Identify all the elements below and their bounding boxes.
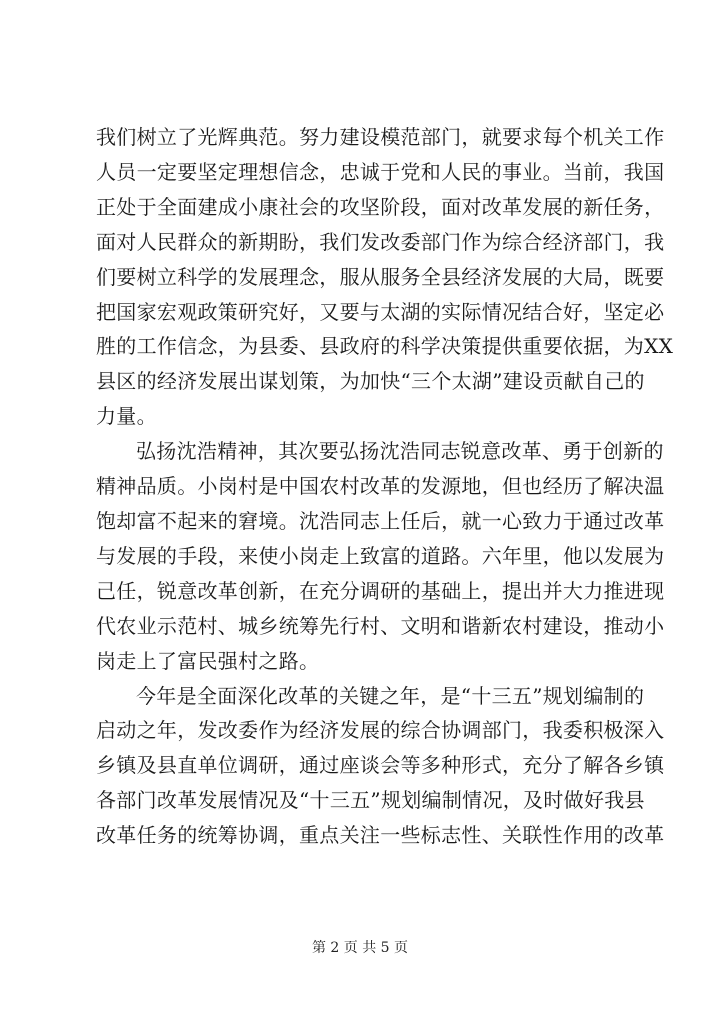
text-line: 精神品质。小岗村是中国农村改革的发源地，但也经历了解决温 (96, 474, 665, 499)
document-body (96, 120, 674, 853)
text-line: 各部门改革发展情况及“十三五”规划编制情况，及时做好我县 (96, 788, 645, 813)
text-line: 们要树立科学的发展理念，服从服务全县经济发展的大局，既要 (96, 264, 665, 289)
page-number: 第 2 页 共 5 页 (311, 940, 409, 956)
text-line: 我们树立了光辉典范。努力建设模范部门，就要求每个机关工作 (96, 125, 665, 149)
text-line: 饱却富不起来的窘境。沈浩同志上任后，就一心致力于通过改革 (96, 508, 665, 533)
text-line: 弘扬沈浩精神，其次要弘扬沈浩同志锐意改革、勇于创新的 (136, 439, 664, 464)
text-line: 代农业示范村、城乡统筹先行村、文明和谐新农村建设，推动小 (96, 613, 665, 638)
text-line: 与发展的手段，来使小岗走上致富的道路。六年里，他以发展为 (96, 543, 665, 568)
text-line: 改革任务的统筹协调，重点关注一些标志性、关联性作用的改革 (96, 823, 665, 848)
text-line: 今年是全面深化改革的关键之年，是“十三五”规划编制的 (136, 683, 645, 708)
paragraph-3 (96, 679, 665, 854)
text-line: 人员一定要坚定理想信念，忠诚于党和人民的事业。当前，我国 (96, 159, 665, 184)
text-line: 己任，锐意改革创新，在充分调研的基础上，提出并大力推进现 (96, 578, 665, 603)
text-line: 县区的经济发展出谋划策，为加快“三个太湖”建设贡献自己的 (96, 369, 645, 394)
text-line: 胜的工作信念，为县委、县政府的科学决策提供重要依据，为XX (96, 334, 674, 359)
text-line: 岗走上了富民强村之路。 (96, 648, 320, 673)
paragraph-1 (96, 120, 674, 434)
text-line: 面对人民群众的新期盼，我们发改委部门作为综合经济部门，我 (96, 229, 665, 254)
paragraph-2 (96, 434, 665, 678)
text-line: 力量。 (96, 404, 157, 429)
page-footer (0, 937, 720, 957)
text-line: 启动之年，发改委作为经济发展的综合协调部门，我委积极深入 (96, 718, 665, 743)
text-line: 正处于全面建成小康社会的攻坚阶段，面对改革发展的新任务， (96, 194, 665, 219)
text-line: 乡镇及县直单位调研，通过座谈会等多种形式，充分了解各乡镇 (96, 753, 665, 778)
text-line: 把国家宏观政策研究好，又要与太湖的实际情况结合好，坚定必 (96, 299, 665, 324)
